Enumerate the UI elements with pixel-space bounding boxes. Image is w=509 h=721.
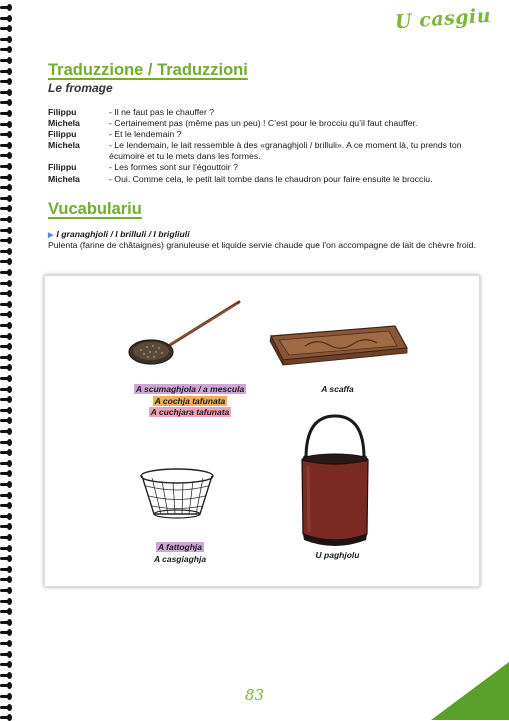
spiral-ring [0, 460, 12, 467]
spiral-ring [0, 523, 12, 530]
spiral-ring [0, 237, 12, 244]
spiral-ring [0, 576, 12, 583]
spiral-ring [0, 4, 12, 11]
spiral-ring [0, 184, 12, 191]
spiral-ring [0, 439, 12, 446]
basket-illustration [137, 466, 217, 521]
spiral-ring [0, 545, 12, 552]
speaker: Michela [48, 118, 80, 129]
spiral-ring [0, 227, 12, 234]
spiral-ring [0, 343, 12, 350]
spiral-ring [0, 386, 12, 393]
dialogue-line: - Certainement pas (même pas un peu) ! C’est pour le brocciu qu’il faut chauffer. [109, 118, 418, 129]
spiral-ring [0, 704, 12, 711]
spiral-ring [0, 470, 12, 477]
spiral-ring [0, 301, 12, 308]
skimmer-illustration [125, 298, 245, 368]
cauldron-caption: U paghjolu [315, 550, 360, 560]
spiral-ring [0, 131, 12, 138]
spiral-ring [0, 619, 12, 626]
dialogue-row [48, 162, 478, 173]
board-caption: A scaffa [321, 384, 354, 394]
speaker: Michela [48, 173, 80, 184]
speaker: Filippu [48, 107, 77, 117]
spiral-ring [0, 280, 12, 287]
spiral-ring [0, 354, 12, 361]
spiral-ring [0, 534, 12, 541]
spiral-binding [0, 0, 14, 720]
dialogue-line: - Le lendemain, le lait ressemble à des «granaghjoli / brilluli». A ce moment là, tu prends ton écumoire et tu le mets dans les formes. [109, 140, 462, 162]
dialogue-row [48, 129, 478, 140]
spiral-ring [0, 661, 12, 668]
spiral-ring [0, 25, 12, 32]
spiral-ring [0, 629, 12, 636]
triangle-bullet-icon: ▶ [48, 232, 54, 239]
spiral-ring [0, 407, 12, 414]
spiral-ring [0, 598, 12, 605]
basket-label: A casgiaghja [153, 553, 207, 564]
spiral-ring [0, 89, 12, 96]
dialogue-line: - Oui. Comme cela, le petit lait tombe dans le chaudron pour faire ensuite le brocciu. [109, 173, 433, 184]
dialogue-row [48, 107, 478, 118]
spiral-ring [0, 248, 12, 255]
page-number: 83 [244, 686, 265, 704]
dialogue-row [48, 174, 478, 185]
basket-label: A fattoghja [157, 542, 203, 552]
spiral-ring [0, 258, 12, 265]
vocabulary-term-text: I granaghjoli / I brilluli / I brigliuli [56, 229, 190, 239]
spiral-ring [0, 672, 12, 679]
spiral-ring [0, 142, 12, 149]
basket-caption [125, 542, 235, 565]
spiral-ring [0, 428, 12, 435]
skimmer-caption [115, 384, 265, 419]
spiral-ring [0, 364, 12, 371]
speaker: Filippu [48, 129, 77, 140]
dialogue-row [48, 140, 478, 162]
spiral-ring [0, 152, 12, 159]
dialogue-row [48, 118, 478, 129]
translation-subtitle: Le fromage [48, 81, 113, 95]
spiral-ring [0, 640, 12, 647]
spiral-ring [0, 269, 12, 276]
vocabulary-title: Vucabulariu [48, 200, 142, 218]
spiral-ring [0, 205, 12, 212]
spiral-ring [0, 492, 12, 499]
spiral-ring [0, 163, 12, 170]
skimmer-label: A cuchjara tafunata [150, 407, 230, 417]
spiral-ring [0, 121, 12, 128]
spiral-ring [0, 587, 12, 594]
spiral-ring [0, 311, 12, 318]
chapter-tag: U casgiu [394, 4, 492, 34]
dialogue [48, 107, 478, 185]
spiral-ring [0, 174, 12, 181]
spiral-ring [0, 608, 12, 615]
spiral-ring [0, 46, 12, 53]
spiral-ring [0, 57, 12, 64]
draining-board-illustration [265, 318, 410, 368]
spiral-ring [0, 513, 12, 520]
vocabulary-term [48, 229, 190, 239]
spiral-ring [0, 216, 12, 223]
spiral-ring [0, 290, 12, 297]
spiral-ring [0, 417, 12, 424]
spiral-ring [0, 110, 12, 117]
speaker: Michela [48, 140, 80, 151]
spiral-ring [0, 78, 12, 85]
skimmer-label: A scumaghjola / a mescula [135, 384, 245, 394]
dialogue-line: - Il ne faut pas le chauffer ? [109, 107, 215, 117]
translation-title: Traduzzione / Traduzzioni [48, 61, 248, 79]
spiral-ring [0, 15, 12, 22]
cauldron-illustration [290, 414, 380, 554]
spiral-ring [0, 322, 12, 329]
dialogue-line: - Les formes sont sur l’égouttoir ? [109, 162, 238, 173]
vocabulary-definition: Pulenta (farine de châtaignes) granuleuse et liquide servie chaude que l’on accompagne de lait de chèvre froid. [48, 240, 476, 250]
spiral-ring [0, 195, 12, 202]
speaker: Filippu [48, 162, 77, 173]
spiral-ring [0, 481, 12, 488]
illustration-panel [44, 275, 480, 587]
spiral-ring [0, 651, 12, 658]
spiral-ring [0, 566, 12, 573]
spiral-ring [0, 502, 12, 509]
spiral-ring [0, 449, 12, 456]
spiral-ring [0, 396, 12, 403]
skimmer-label: A cochja tafunata [154, 395, 226, 406]
spiral-ring [0, 375, 12, 382]
spiral-ring [0, 555, 12, 562]
dialogue-line: - Et le lendemain ? [109, 129, 182, 140]
spiral-ring [0, 333, 12, 340]
spiral-ring [0, 68, 12, 75]
spiral-ring [0, 36, 12, 43]
spiral-ring [0, 99, 12, 106]
